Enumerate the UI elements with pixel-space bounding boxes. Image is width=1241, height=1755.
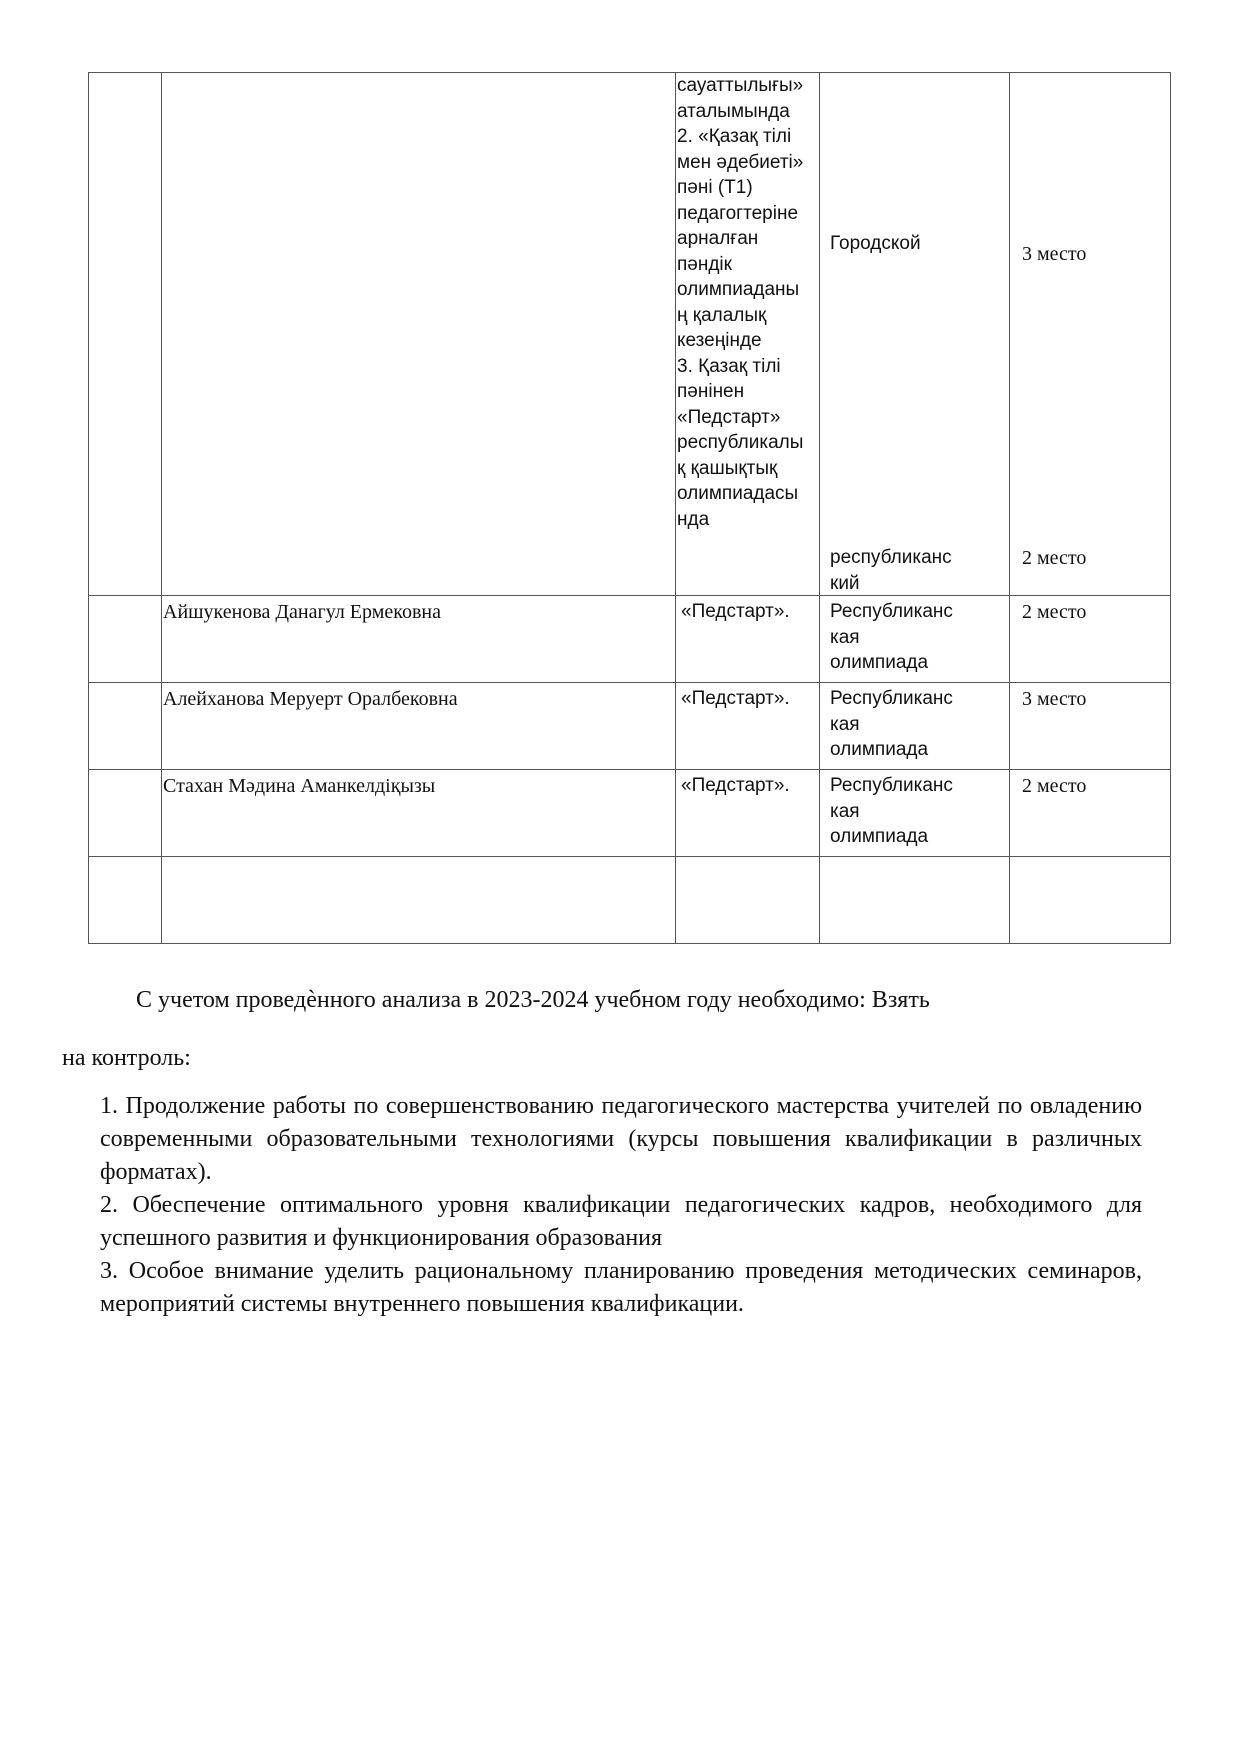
table-cell-level (820, 596, 1010, 683)
event-text: «Педстарт». (681, 601, 790, 622)
table-cell-name (162, 857, 676, 944)
recommendations-list (100, 1090, 1142, 1321)
table-cell-place (1010, 596, 1171, 683)
level-text: Республиканс кая олимпиада (830, 601, 953, 673)
place-text: 3 место (1022, 688, 1087, 710)
table-cell-event (676, 73, 820, 596)
table-cell-level (820, 770, 1010, 857)
table-cell-name (162, 596, 676, 683)
list-item: 1. Продолжение работы по совершенствованию педагогического мастерства учителей по овладению современными образовательными технологиями (курсы повышения квалификации в различных форматах). (100, 1093, 1142, 1185)
teacher-name: Стахан Мәдина Аманкелдіқызы (163, 775, 436, 797)
list-item: 3. Особое внимание уделить рациональному планированию проведения методических семинаров, мероприятий системы внутреннего повышения квалификации. (100, 1258, 1142, 1317)
conclusion-intro-continuation: на контроль: (62, 1045, 191, 1071)
place-text: 3 место (1022, 243, 1087, 265)
level-text: республиканс кий (830, 547, 952, 594)
table-cell-event (676, 596, 820, 683)
table-row (89, 857, 1171, 944)
place-text: 2 место (1022, 775, 1087, 797)
table-cell-number (89, 596, 162, 683)
table-row (89, 683, 1171, 770)
table-cell-event (676, 683, 820, 770)
table-cell-number (89, 73, 162, 596)
place-text: 2 место (1022, 547, 1087, 569)
table-cell-event (676, 770, 820, 857)
table-cell-number (89, 770, 162, 857)
conclusion-intro: С учетом проведѐнного анализа в 2023-2024 учебном году необходимо: Взять (136, 987, 930, 1013)
table-cell-place (1010, 683, 1171, 770)
table-cell-event (676, 857, 820, 944)
table-cell-level (820, 857, 1010, 944)
event-text: «Педстарт». (681, 775, 790, 796)
list-item: 2. Обеспечение оптимального уровня квалификации педагогических кадров, необходимого для успешного развития и функционирования образования (100, 1192, 1142, 1251)
table-cell-name (162, 770, 676, 857)
event-text: «Педстарт». (681, 688, 790, 709)
table-cell-place (1010, 857, 1171, 944)
table-cell-name (162, 73, 676, 596)
table-cell-place (1010, 73, 1171, 596)
table-row (89, 770, 1171, 857)
table-row (89, 596, 1171, 683)
table-cell-number (89, 857, 162, 944)
table-cell-level (820, 683, 1010, 770)
event-text: сауаттылығы» аталымында 2. «Қазақ тілі мен әдебиеті» пәні (Т1) педагогтеріне арналған пәндік олимпиаданы ң қалалық кезеңінде 3. Қазақ тілі пәнінен «Педстарт» республикалы қ қашықтық олимпиадасы нда (677, 75, 804, 530)
teacher-name: Айшукенова Данагул Ермековна (163, 601, 441, 623)
table-row (89, 73, 1171, 596)
table-cell-place (1010, 770, 1171, 857)
place-text: 2 место (1022, 601, 1087, 623)
level-text: Республиканс кая олимпиада (830, 775, 953, 847)
teacher-name: Алейханова Меруерт Оралбековна (163, 688, 458, 710)
table-cell-name (162, 683, 676, 770)
awards-table (88, 72, 1171, 944)
table-cell-level (820, 73, 1010, 596)
table-cell-number (89, 683, 162, 770)
level-text: Городской (830, 233, 921, 254)
level-text: Республиканс кая олимпиада (830, 688, 953, 760)
